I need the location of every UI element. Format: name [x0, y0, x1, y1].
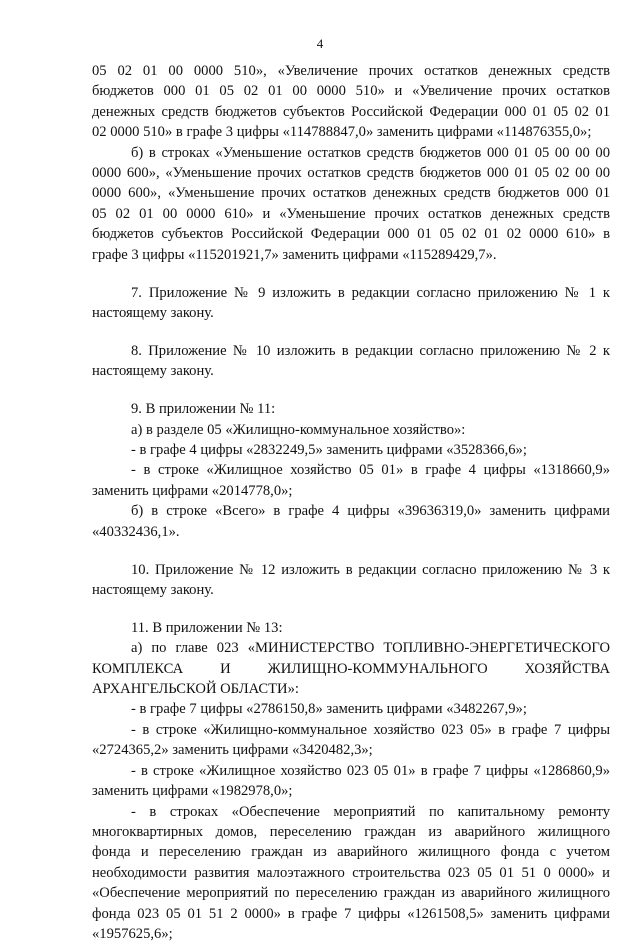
item-10	[92, 560, 610, 601]
text-line: а) в разделе 05 «Жилищно-коммунальное хозяйство»:	[131, 421, 466, 438]
text-line: б) в строках «Уменьшение остатков средств бюджетов 000 01 05 00 00 00	[131, 144, 610, 161]
text-line: графе 3 цифры «115201921,7» заменить цифрами «115289429,7».	[92, 246, 497, 263]
text-line: бюджетов 000 01 05 02 01 00 0000 510» и «Увеличение прочих остатков	[92, 83, 610, 100]
text-line: «Обеспечение мероприятий по переселению граждан из аварийного жилищного	[92, 885, 610, 902]
text-line: настоящему закону.	[92, 304, 214, 321]
text-line: необходимости развития малоэтажного строительства 023 05 01 51 0 0000» и	[92, 864, 610, 881]
text-line: денежных средств бюджетов субъектов Российской Федерации 000 01 05 02 01	[92, 103, 610, 120]
text-line: - в графе 7 цифры «2786150,8» заменить цифрами «3482267,9»;	[131, 701, 527, 718]
text-line: настоящему закону.	[92, 581, 214, 598]
text-line: «1957625,6»;	[92, 925, 173, 942]
text-line: - в строках «Обеспечение мероприятий по капитальному ремонту	[131, 803, 610, 820]
document-body	[92, 61, 610, 944]
text-line: - в строке «Жилищное хозяйство 023 05 01» в графе 7 цифры «1286860,9»	[131, 762, 610, 779]
text-line: 02 0000 510» в графе 3 цифры «114788847,0» заменить цифрами «114876355,0»;	[92, 124, 592, 141]
text-line: а) по главе 023 «МИНИСТЕРСТВО ТОПЛИВНО-ЭНЕРГЕТИЧЕСКОГО	[131, 640, 610, 657]
text-line: заменить цифрами «2014778,0»;	[92, 482, 293, 499]
text-line: «40332436,1».	[92, 523, 180, 540]
text-line: 8. Приложение № 10 изложить в редакции согласно приложению № 2 к	[131, 342, 610, 359]
text-line: 7. Приложение № 9 изложить в редакции согласно приложению № 1 к	[131, 284, 610, 301]
text-line: б) в строке «Всего» в графе 4 цифры «39636319,0» заменить цифрами	[131, 503, 610, 520]
page-number: 4	[316, 36, 324, 51]
text-line: 10. Приложение № 12 изложить в редакции согласно приложению № 3 к	[131, 561, 610, 578]
text-line: 9. В приложении № 11:	[131, 401, 276, 418]
text-line: фонда 023 05 01 51 2 0000» в графе 7 цифры «1261508,5» заменить цифрами	[92, 905, 610, 922]
text-line: 05 02 01 00 0000 610» и «Уменьшение прочих остатков денежных средств	[92, 205, 610, 222]
text-line: 0000 600», «Уменьшение прочих остатков денежных средств бюджетов 000 01	[92, 185, 610, 202]
text-line: - в строке «Жилищное хозяйство 05 01» в графе 4 цифры «1318660,9»	[131, 462, 610, 479]
text-line: 05 02 01 00 0000 510», «Увеличение прочих остатков денежных средств	[92, 63, 610, 79]
text-line: 0000 600», «Уменьшение прочих остатков средств бюджетов 000 01 05 02 00 00	[92, 165, 610, 182]
text-line: АРХАНГЕЛЬСКОЙ ОБЛАСТИ»:	[92, 681, 299, 698]
text-line: настоящему закону.	[92, 363, 214, 380]
paragraph-continuation	[92, 61, 610, 143]
text-line: многоквартирных домов, переселению граждан из аварийного жилищного	[92, 823, 610, 840]
item-11	[92, 618, 610, 944]
text-line: бюджетов субъектов Российской Федерации 000 01 05 02 01 02 0000 610» в	[92, 226, 610, 243]
text-line: - в строке «Жилищно-коммунальное хозяйство 023 05» в графе 7 цифры	[131, 721, 610, 738]
text-line: 11. В приложении № 13:	[131, 619, 283, 636]
text-line: - в графе 4 цифры «2832249,5» заменить цифрами «3528366,6»;	[131, 442, 527, 458]
item-7	[92, 283, 610, 324]
text-line: заменить цифрами «1982978,0»;	[92, 783, 293, 800]
text-line: КОМПЛЕКСА И ЖИЛИЩНО-КОММУНАЛЬНОГО ХОЗЯЙСТВА	[92, 660, 610, 677]
text-line: «2724365,2» заменить цифрами «3420482,3»;	[92, 742, 373, 759]
paragraph-b	[92, 143, 610, 265]
item-9	[92, 399, 610, 542]
text-line: фонда и переселению граждан из аварийного жилищного фонда с учетом	[92, 844, 610, 861]
item-8	[92, 341, 610, 382]
